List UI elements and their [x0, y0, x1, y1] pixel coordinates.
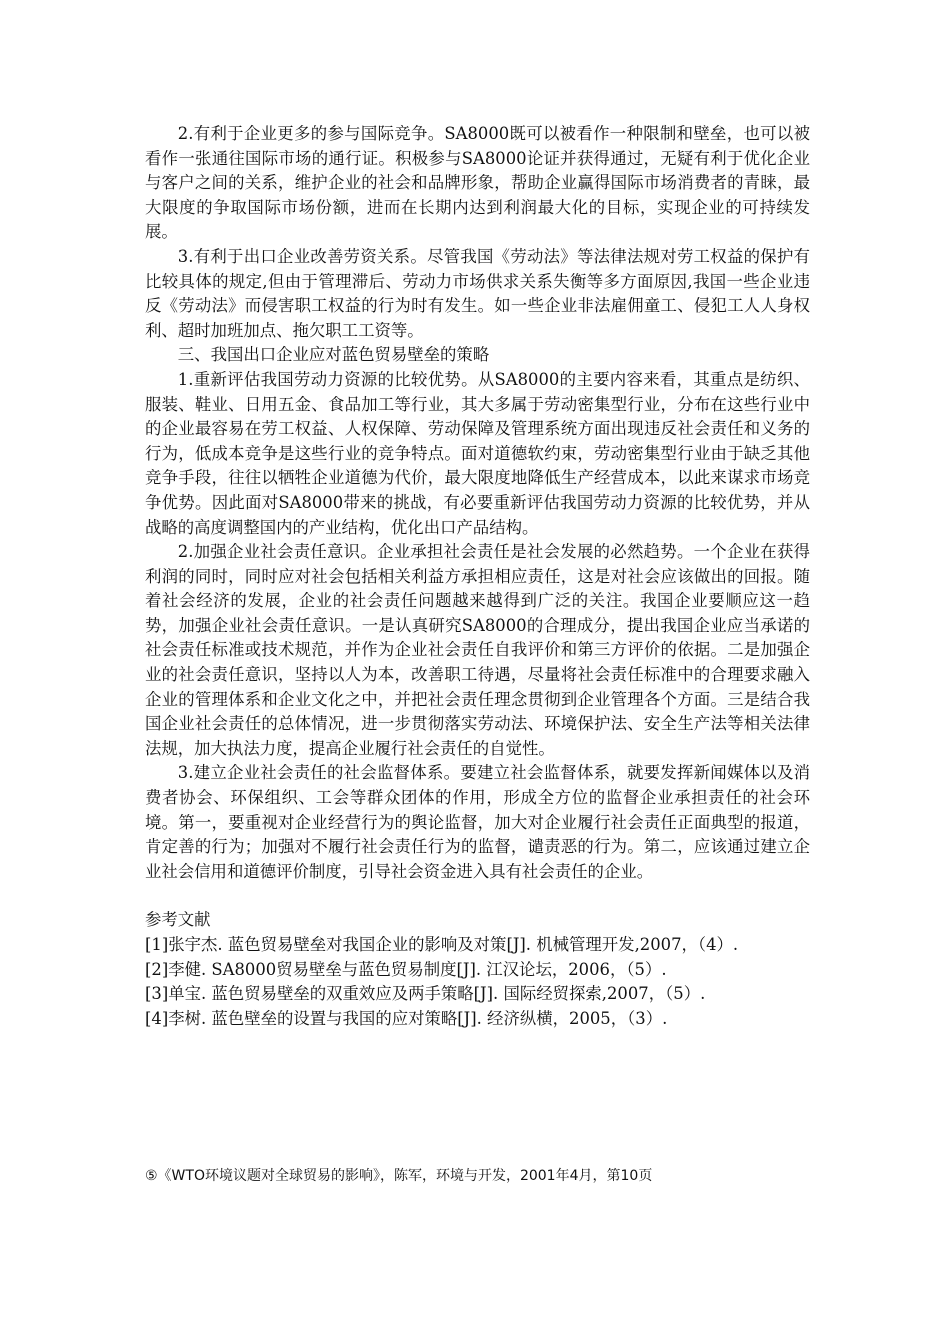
paragraph-2: 3.有利于出口企业改善劳资关系。尽管我国《劳动法》等法律法规对劳工权益的保护有比较具体的规定,但由于管理滞后、劳动力市场供求关系失衡等多方面原因,我国一些企业违反《劳动法》而侵害职工权益的行为时有发生。如一些企业非法雇佣童工、侵犯工人人身权利、超时加班加点、拖欠职工工资等。 [145, 246, 810, 340]
references-title: 参考文献 [145, 910, 211, 930]
footnote: ⑤《WTO环境议题对全球贸易的影响》，陈军，环境与开发，2001年4月，第10页 [145, 1168, 653, 1184]
document-body [145, 122, 810, 1031]
paragraph-3: 1.重新评估我国劳动力资源的比较优势。从SA8000的主要内容来看，其重点是纺织、服装、鞋业、日用五金、食品加工等行业，其大多属于劳动密集型行业，分布在这些行业中的企业最容易在劳工权益、人权保障、劳动保障及管理系统方面出现违反社会责任和义务的行为，低成本竞争是这些行业的竞争特点。面对道德软约束，劳动密集型行业由于缺乏其他竞争手段，往往以牺牲企业道德为代价，最大限度地降低生产经营成本，以此来谋求市场竞争优势。因此面对SA8000带来的挑战，有必要重新评估我国劳动力资源的比较优势，并从战略的高度调整国内的产业结构，优化出口产品结构。 [145, 369, 810, 537]
reference-item: [3]单宝. 蓝色贸易壁垒的双重效应及两手策略[J]. 国际经贸探索,2007，（5）. [145, 984, 706, 1004]
paragraph-1: 2.有利于企业更多的参与国际竞争。SA8000既可以被看作一种限制和壁垒，也可以被看作一张通往国际市场的通行证。积极参与SA8000论证并获得通过，无疑有利于优化企业与客户之间的关系，维护企业的社会和品牌形象，帮助企业赢得国际市场消费者的青睐，最大限度的争取国际市场份额，进而在长期内达到利润最大化的目标，实现企业的可持续发展。 [145, 124, 810, 242]
reference-item: [1]张宇杰. 蓝色贸易壁垒对我国企业的影响及对策[J]. 机械管理开发,2007，（4）. [145, 935, 739, 954]
reference-item: [2]李健. SA8000贸易壁垒与蓝色贸易制度[J]. 江汉论坛，2006，（5）. [145, 959, 667, 979]
section-heading-3: 三、我国出口企业应对蓝色贸易壁垒的策略 [177, 345, 490, 365]
reference-item: [4]李树. 蓝色壁垒的设置与我国的应对策略[J]. 经济纵横，2005，（3）. [145, 1008, 668, 1028]
paragraph-5: 3.建立企业社会责任的社会监督体系。要建立社会监督体系，就要发挥新闻媒体以及消费者协会、环保组织、工会等群众团体的作用，形成全方位的监督企业承担责任的社会环境。第一，要重视对企业经营行为的舆论监督，加大对企业履行社会责任正面典型的报道，肯定善的行为；加强对不履行社会责任行为的监督，谴责恶的行为。第二，应该通过建立企业社会信用和道德评价制度，引导社会资金进入具有社会责任的企业。 [145, 763, 810, 881]
references-list [145, 933, 810, 1031]
paragraph-4: 2.加强企业社会责任意识。企业承担社会责任是社会发展的必然趋势。一个企业在获得利润的同时，同时应对社会包括相关利益方承担相应责任，这是对社会应该做出的回报。随着社会经济的发展，企业的社会责任问题越来越得到广泛的关注。我国企业要顺应这一趋势，加强企业社会责任意识。一是认真研究SA8000的合理成分，提出我国企业应当承诺的社会责任标准或技术规范，并作为企业社会责任自我评价和第三方评价的依据。二是加强企业的社会责任意识，坚持以人为本，改善职工待遇，尽量将社会责任标准中的合理要求融入企业的管理体系和企业文化之中，并把社会责任理念贯彻到企业管理各个方面。三是结合我国企业社会责任的总体情况，进一步贯彻落实劳动法、环境保护法、安全生产法等相关法律法规，加大执法力度，提高企业履行社会责任的自觉性。 [145, 542, 810, 758]
